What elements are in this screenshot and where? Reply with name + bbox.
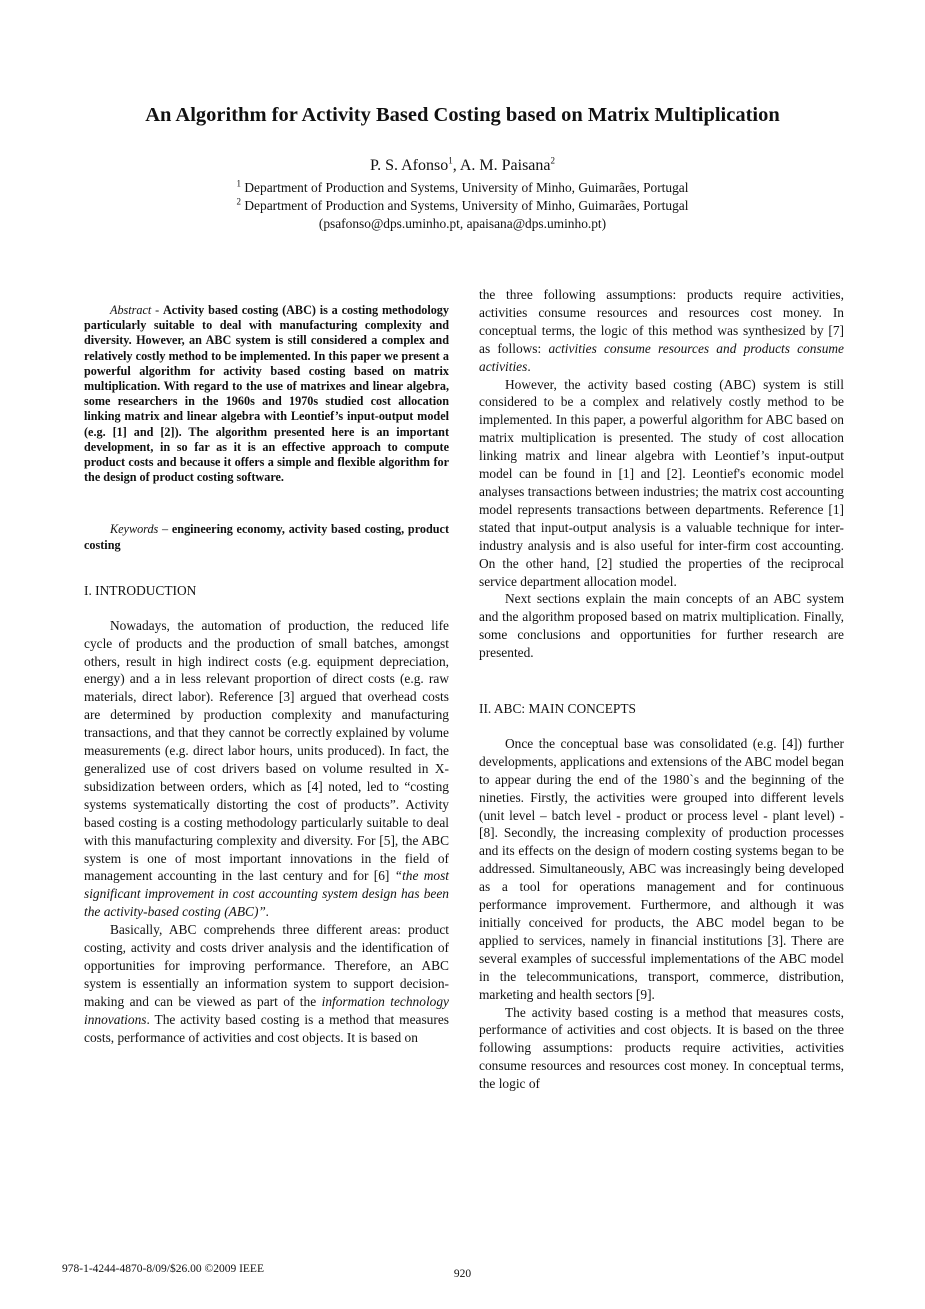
page-number: 920: [453, 1268, 472, 1280]
intro-paragraph-1: [84, 617, 449, 921]
abstract-text: Activity based costing (ABC) is a costing methodology particularly suitable to deal with manufacturing complexity and diversity. However, an ABC system is still considered a complex and relatively costly method to be implemented. In this paper we present a powerful algorithm for activity based costing based on matrix multiplication. With regard to the use of matrixes and linear algebra, some researchers in the 1960s and 1970s studied cost allocation linking matrix and linear algebra with Leontief’s input-output model (e.g. [1] and [2]). The algorithm presented here is an important development, in so far as it is an effective approach to compute product costs and because it offers a simple and flexible algorithm for the design of product costing software.: [84, 303, 449, 485]
right-paragraph-3: Next sections explain the main concepts of an ABC system and the algorithm proposed based on matrix multiplication. Finally, some conclusions and opportunities for further research are presented.: [479, 591, 844, 661]
right-paragraph-2: However, the activity based costing (ABC) system is still considered to be a complex and relatively costly method to be implemented. In this paper, a powerful algorithm for ABC based on matrix multiplication is presented. The study of cost allocation linking matrix and linear algebra with Leontief’s input-output model can be found in [1] and [2]. Leontief's economic model analyses transactions between industries; the matrix cost accounting model represents transactions between departments. Reference [1] stated that input-output analysis is a valuable technique for inter-industry analysis and is also useful for inter-firm cost accounting. On the other hand, [2] studied the properties of the reciprocal service department allocation model.: [479, 376, 844, 589]
affil-text-1: Department of Production and Systems, University of Minho, Guimarães, Portugal: [244, 180, 689, 195]
affil-sup-1: 1: [236, 178, 242, 189]
section-heading-introduction: I. INTRODUCTION: [84, 582, 197, 598]
right-paragraph-4: Once the conceptual base was consolidated (e.g. [4]) further developments, applications and extensions of the ABC model began to appear during the end of the 1980`s and the beginning of the nineties. Firstly, the activities were grouped into different levels (unit level – batch level - product or process level - plant level) - [8]. Secondly, the increasing complexity of production processes and its effects on the design of modern costing systems began to be addressed. Simultaneously, ABC was increasingly being developed as a tool for operations management and for continuous performance improvement. Furthermore, and although it was initially conceived for products, the ABC model began to be applied to services, namely in financial institutions [3]. There are several examples of successful implementations of the ABC model in the telecommunications, transport, commerce, distribution, marketing and health sectors [9].: [479, 735, 844, 1002]
author-sup-2: 2: [550, 155, 556, 166]
right-p1-text-b: .: [527, 358, 531, 374]
right-paragraph-5: The activity based costing is a method that measures costs, performance of activities and cost objects. It is based on the three following assumptions: products require activities, activities consume resources and resources cost money. In conceptual terms, the logic of: [479, 1004, 844, 1092]
footer-isbn: 978-1-4244-4870-8/09/$26.00 ©2009 IEEE: [62, 1263, 264, 1275]
right-paragraph-1: [479, 286, 844, 376]
intro-p1-quote: “the most significant improvement in cost accounting system design has been the activity-based costing (ABC)”.: [84, 868, 450, 920]
affil-sup-2: 2: [236, 196, 242, 207]
author-sup-1: 1: [448, 155, 453, 166]
intro-p2-italic: information technology innovations: [84, 993, 449, 1027]
keywords-label: Keywords: [110, 522, 159, 537]
intro-p2-text-b: . The activity based costing is a method that measures costs, performance of activities and cost objects. It is based on: [84, 1011, 449, 1045]
intro-paragraph-2: [84, 921, 449, 1046]
authors: [0, 157, 925, 175]
section-heading-abc-main-concepts: II. ABC: MAIN CONCEPTS: [479, 701, 636, 717]
affiliation-1: [0, 180, 925, 196]
author-name-2: , A. M. Paisana: [452, 157, 551, 174]
keywords-dash: –: [158, 522, 172, 537]
right-column: [479, 286, 844, 1093]
intro-p1-text: Nowadays, the automation of production, the reduced life cycle of products and the production of small batches, amongst others, result in high indirect costs (e.g. equipment depreciation, energy) and a in less relevant proportion of direct costs (e.g. raw materials, direct labor). Reference [3] argued that overhead costs are determined by production complexity and manufacturing transactions, and that they cannot be correctly explained by volume measurements (e.g. direct labor hours, units produced). In fact, the generalized use of cost drivers based on volume resulted in X-subsidization between orders, which as [4] noted, led to “costing systems systematically distorting the cost of products”. Activity based costing is a costing methodology particularly suitable to deal with this manufacturing complexity and diversity. For [5], the ABC system is one of most important innovations in the field of management accounting in the last century and for [6]: [84, 617, 449, 884]
right-p1-italic: activities consume resources and products consume activities: [479, 340, 845, 374]
paper-title: An Algorithm for Activity Based Costing based on Matrix Multiplication: [145, 104, 780, 126]
author-emails: (psafonso@dps.uminho.pt, apaisana@dps.uminho.pt): [318, 216, 607, 231]
abstract: [84, 303, 449, 485]
affiliation-2: [0, 198, 925, 214]
author-name-1: P. S. Afonso: [369, 157, 449, 174]
keywords-text: engineering economy, activity based costing, product costing: [84, 522, 449, 552]
left-column: [84, 303, 449, 1047]
affil-text-2: Department of Production and Systems, University of Minho, Guimarães, Portugal: [244, 198, 689, 213]
intro-p2-text-a: Basically, ABC comprehends three different areas: product costing, activity and costs driver analysis and the identification of opportunities for improving performance. Therefore, an ABC system is essentially an information system to support decision-making and can be viewed as part of the: [84, 922, 449, 1009]
right-p1-text-a: the three following assumptions: products require activities, activities consume resources and resources cost money. In conceptual terms, the logic of this method was synthesized by [7] as follows:: [479, 287, 844, 356]
keywords: [84, 522, 449, 552]
abstract-label: Abstract -: [110, 303, 160, 317]
